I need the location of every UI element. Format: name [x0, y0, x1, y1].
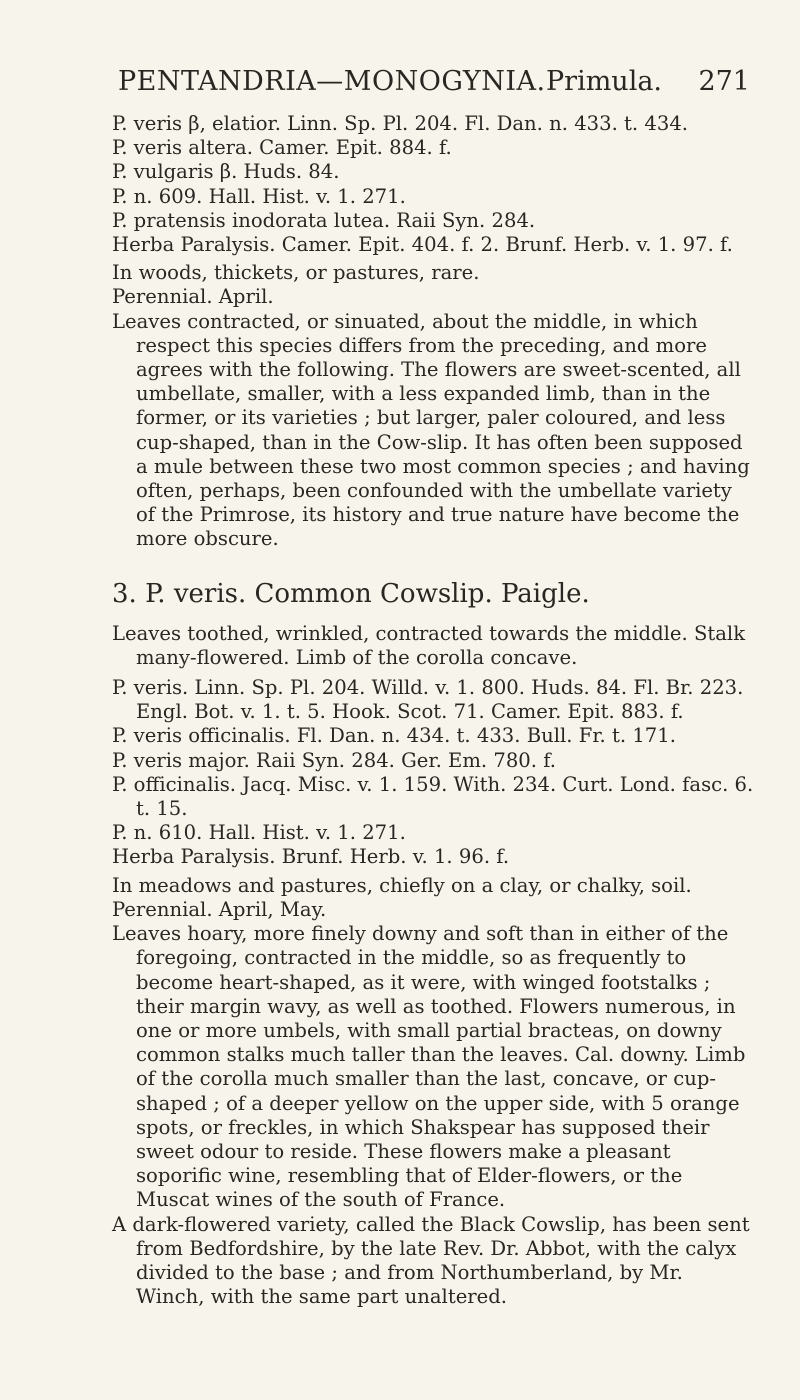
running-header [118, 66, 750, 106]
habitat-line: In woods, thickets, or pastures, rare. [112, 261, 480, 285]
description-paragraph: Leaves contracted, or sinuated, about the middle, in which respect this species differs from the preceding, and more agrees with the following. The flowers are sweet-scented, all umbellate, smaller, with a less expanded limb, than in the former, or its varieties ; but larger, paler coloured, and less cup-shaped, than in the Cow-slip. It has often been supposed a mule between these two most common species ; and having often, perhaps, been confounded with the umbellate variety of the Primrose, its history and true nature have become the more obscure. [112, 309, 750, 551]
synonym-line: P. vulgaris β. Huds. 84. [112, 160, 340, 184]
habitat-line: In meadows and pastures, chiefly on a clay, or chalky, soil. [112, 873, 692, 897]
synonym-line: P. veris. Linn. Sp. Pl. 204. Willd. v. 1. 800. Huds. 84. Fl. Br. 223. Engl. Bot. v. 1. t. 5. Hook. Scot. 71. Camer. Epit. 883. f. [112, 676, 744, 724]
synonym-line: P. n. 609. Hall. Hist. v. 1. 271. [112, 184, 406, 208]
species-heading: 3. P. veris. Common Cowslip. Paigle. [112, 578, 590, 609]
synonym-line: P. veris altera. Camer. Epit. 884. f. [112, 136, 452, 160]
synonym-line: P. n. 610. Hall. Hist. v. 1. 271. [112, 821, 406, 845]
page-number: 271 [698, 66, 750, 97]
running-genus: Primula. [546, 66, 663, 97]
synonym-line: P. veris officinalis. Fl. Dan. n. 434. t. 433. Bull. Fr. t. 171. [112, 724, 676, 748]
species-diagnosis: Leaves toothed, wrinkled, contracted towards the middle. Stalk many-flowered. Limb of the corolla concave. [112, 621, 746, 669]
running-title: PENTANDRIA—MONOGYNIA. [118, 66, 546, 97]
synonym-line: P. officinalis. Jacq. Misc. v. 1. 159. With. 234. Curt. Lond. fasc. 6. t. 15. [112, 772, 754, 821]
synonym-line: Herba Paralysis. Camer. Epit. 404. f. 2. Brunf. Herb. v. 1. 97. f. [112, 233, 733, 257]
synonym-line: P. veris major. Raii Syn. 284. Ger. Em. 780. f. [112, 748, 557, 772]
variety-paragraph: A dark-flowered variety, called the Black Cowslip, has been sent from Bedfordshire, by the late Rev. Dr. Abbot, with the calyx divided to the base ; and from Northumberland, by Mr. Winch, with the same part unaltered. [112, 1212, 750, 1309]
synonym-line: Herba Paralysis. Brunf. Herb. v. 1. 96. f. [112, 845, 510, 869]
synonym-line: P. veris β, elatior. Linn. Sp. Pl. 204. Fl. Dan. n. 433. t. 434. [112, 112, 689, 135]
page-body [112, 112, 756, 1309]
synonym-line: P. pratensis inodorata lutea. Raii Syn. 284. [112, 208, 536, 232]
duration-line: Perennial. April, May. [112, 897, 327, 921]
duration-line: Perennial. April. [112, 285, 274, 309]
description-paragraph: Leaves hoary, more finely downy and soft than in either of the foregoing, contracted in the middle, so as frequently to become heart-shaped, as it were, with winged footstalks ; their margin wavy, as well as toothed. Flowers numerous, in one or more umbels, with small partial bracteas, on downy common stalks much taller than the leaves. Cal. downy. Limb of the corolla much smaller than the last, concave, or cup-shaped ; of a deeper yellow on the upper side, with 5 orange spots, or freckles, in which Shakspear has supposed their sweet odour to reside. These flowers make a pleasant soporific wine, resembling that of Elder-flowers, or the Muscat wines of the south of France. [112, 922, 746, 1212]
